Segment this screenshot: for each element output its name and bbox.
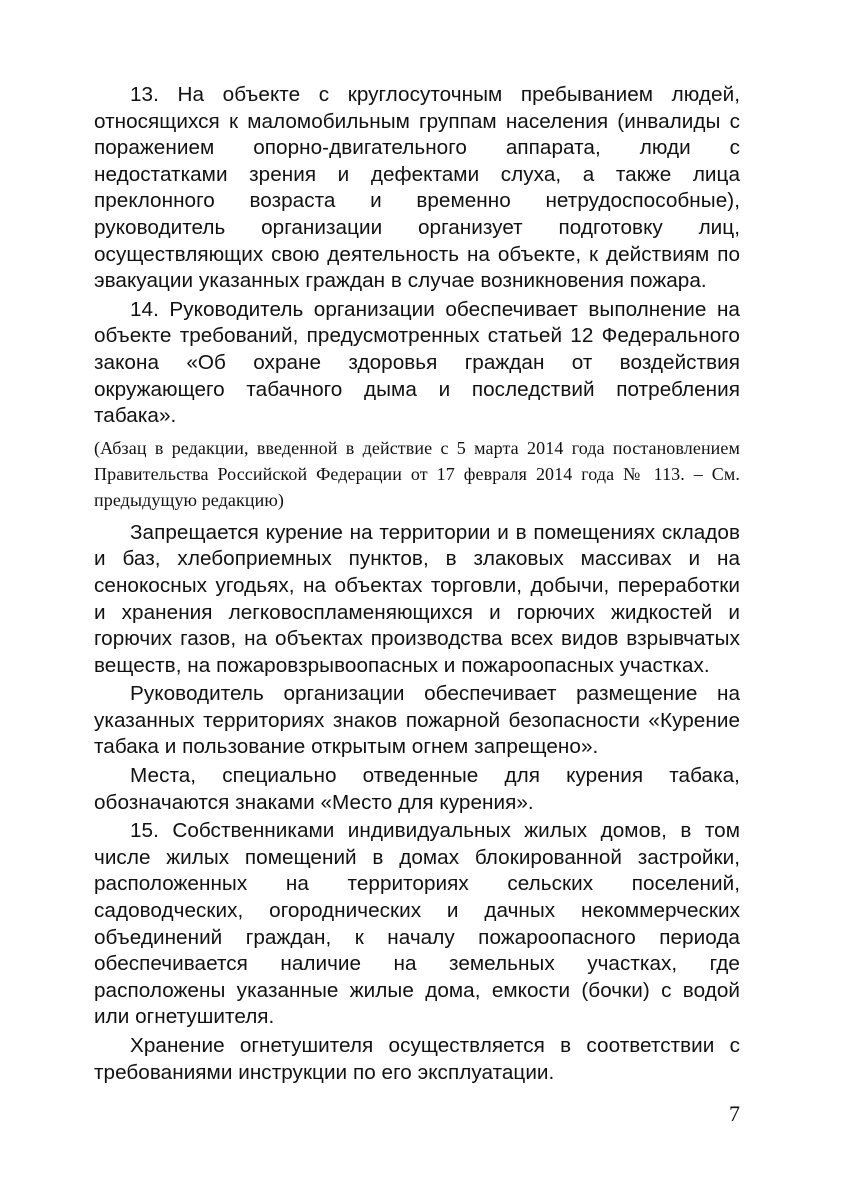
paragraph-13: 13. На объекте с круглосуточным пребыванием людей, относящихся к маломобильным группам населения (инвалиды с поражением опорно-двигательного аппарата, люди с недостатками зрения и дефектами слуха, а также лица преклонного возраста и временно нетрудоспособные), руководитель организации организует подготовку лиц, осуществляющих свою деятельность на объекте, к действиям по эвакуации указанных граждан в случае возникновения пожара. <box>94 83 740 293</box>
extinguisher-storage-paragraph: Хранение огнетушителя осуществляется в соответствии с требованиями инструкции по его эксплуатации. <box>94 1034 740 1084</box>
smoking-places-paragraph: Места, специально отведенные для курения табака, обозначаются знаками «Место для курения». <box>94 764 740 814</box>
smoking-ban-paragraph: Запрещается курение на территории и в помещениях складов и баз, хлебоприемных пунктов, в злаковых массивах и на сенокосных угодьях, на объектах торговли, добычи, переработки и хранения легковоспламеняющихся и горючих жидкостей и горючих газов, на объектах производства всех видов взрывчатых веществ, на пожаровзрывоопасных и пожароопасных участках. <box>94 520 740 677</box>
page-number: 7 <box>729 1101 740 1126</box>
fire-safety-signs-paragraph: Руководитель организации обеспечивает размещение на указанных территориях знаков пожарной безопасности «Курение табака и пользование открытым огнем запрещено». <box>94 682 740 759</box>
editorial-note: (Абзац в редакции, введенной в действие с 5 марта 2014 года постановлением Правительства Российской Федерации от 17 февраля 2014 года № 113. – См. предыдущую редакцию) <box>94 437 740 510</box>
paragraph-14: 14. Руководитель организации обеспечивает выполнение на объекте требований, предусмотренных статьей 12 Федерального закона «Об охране здоровья граждан от воздействия окружающего табачного дыма и последствий потребления табака». <box>94 297 740 428</box>
page-text <box>94 82 740 1088</box>
paragraph-15: 15. Собственниками индивидуальных жилых домов, в том числе жилых помещений в домах блокированной застройки, расположенных на территориях сельских поселений, садоводческих, огороднических и дачных некоммерческих объединений граждан, к началу пожароопасного периода обеспечивается наличие на земельных участках, где расположены указанные жилые дома, емкости (бочки) с водой или огнетушителя. <box>94 819 740 1029</box>
